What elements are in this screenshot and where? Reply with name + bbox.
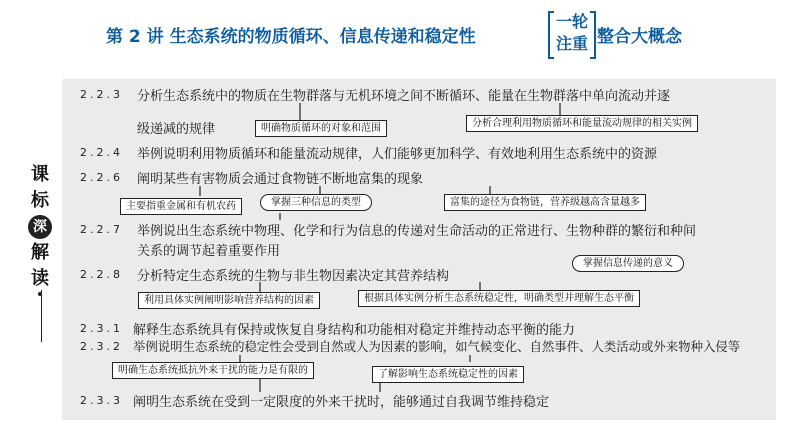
annotation-box: 利用具体实例阐明影响营养结构的因素: [138, 292, 320, 309]
sidebar-char-5: 读: [31, 268, 49, 289]
sidebar-char-2: 标: [31, 190, 49, 211]
item-text: 分析特定生态系统的生物与非生物因素决定其营养结构: [137, 269, 450, 284]
bracket-bottom-text: 注重: [555, 34, 588, 53]
item-number: 2.3.1: [80, 322, 123, 335]
annotation-oval: 掌握信息传递的意义: [572, 255, 684, 272]
item-number: 2.3.2: [80, 340, 123, 353]
item-number: 2.2.8: [80, 268, 123, 281]
item-text: 阐明生态系统在受到一定限度的外来干扰时，能够通过自我调节维持稳定: [133, 395, 550, 410]
item-number: 2.3.3: [80, 394, 123, 407]
item-text-continued: 级递减的规律: [137, 122, 216, 137]
item-number: 2.2.7: [80, 223, 123, 236]
sidebar-char-3: 深: [28, 215, 52, 239]
annotation-box: 明确生态系统抵抗外来干扰的能力是有限的: [112, 362, 314, 379]
title-tail: 整合大概念: [597, 27, 682, 47]
sidebar-char-1: 课: [31, 164, 49, 185]
item-text: 举例说出生态系统中物理、化学和行为信息的传递对生命活动的正常进行、生物种群的繁衍和种间: [137, 224, 697, 239]
lesson-title: 第 2 讲 生态系统的物质循环、信息传递和稳定性: [106, 27, 476, 47]
annotation-box: 主要指重金属和有机农药: [120, 198, 242, 215]
annotation-box: 分析合理利用物质循环和能量流动规律的相关实例: [466, 115, 698, 132]
bracket-top-text: 一轮: [555, 12, 588, 31]
item-number: 2.2.3: [80, 88, 123, 101]
annotation-box: 明确物质循环的对象和范围: [255, 120, 387, 137]
annotation-oval: 掌握三种信息的类型: [260, 194, 372, 211]
annotation-box: 富集的途径为食物链，营养级越高含量越多: [444, 194, 646, 211]
item-text: 举例说明利用物质循环和能量流动规律，人们能够更加科学、有效地利用生态系统中的资源: [137, 147, 658, 162]
item-number: 2.2.4: [80, 146, 123, 159]
item-text: 举例说明生态系统的稳定性会受到自然或人为因素的影响，如气候变化、自然事件、人类活动或外来物种入侵等: [133, 339, 741, 354]
annotation-box: 了解影响生态系统稳定性的因素: [372, 366, 524, 383]
sidebar-char-4: 解: [31, 242, 49, 263]
annotation-box: 根据具体实例分析生态系统稳定性，明确类型并理解生态平衡: [358, 290, 640, 307]
item-text: 分析生态系统中的物质在生物群落与无机环境之间不断循环、能量在生物群落中单向流动并逐: [137, 89, 671, 104]
item-text-continued: 关系的调节起着重要作用: [137, 244, 281, 259]
item-text: 解释生态系统具有保持或恢复自身结构和功能相对稳定并维持动态平衡的能力: [133, 323, 576, 338]
item-number: 2.2.6: [80, 171, 123, 184]
item-text: 阐明某些有害物质会通过食物链不断地富集的现象: [137, 172, 424, 187]
